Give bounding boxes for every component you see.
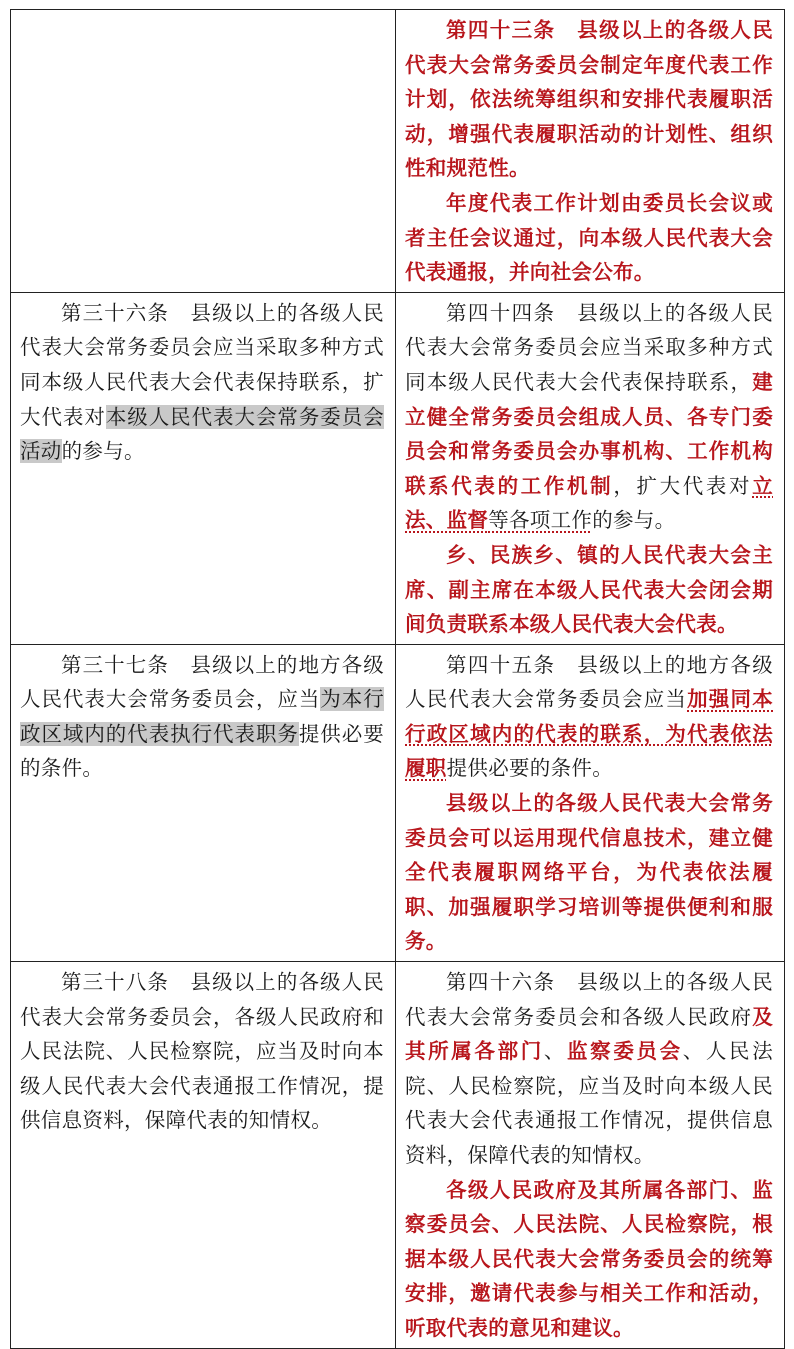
text-segment: 第四十四条 县级以上的各级人民代表大会常务委员会应当采取多种方式同本级人民代表大会代表保持联系，	[405, 300, 773, 394]
article-paragraph	[20, 648, 384, 786]
article-paragraph	[405, 13, 773, 186]
old-law-cell	[11, 644, 396, 961]
text-segment: 监察委员会	[567, 1039, 683, 1064]
text-segment: ，扩大代表对	[613, 473, 753, 498]
old-law-cell	[11, 962, 396, 1349]
text-segment: 为本行政区域内的代表执行代表职务	[20, 687, 384, 746]
new-law-cell	[396, 644, 785, 961]
article-paragraph	[405, 1173, 773, 1346]
old-law-cell	[11, 292, 396, 644]
text-segment: 及其所属各部门	[405, 1004, 773, 1064]
text-segment: 第四十五条 县级以上的地方各级人民代表大会常务委员会应当	[405, 652, 773, 712]
table-row	[11, 292, 785, 644]
article-paragraph	[405, 965, 773, 1173]
text-segment: 第三十六条 县级以上的各级人民代表大会常务委员会应当采取多种方式同本级人民代表大会代表保持联系，扩大代表对	[20, 300, 384, 429]
text-segment: 建立健全常务委员会组成人员、各专门委员会和常务委员会办事机构、工作机构联系代表的工作机制	[405, 369, 773, 498]
text-segment: 等各项工作	[488, 508, 593, 533]
article-paragraph	[20, 296, 384, 469]
text-segment: 县级以上的各级人民代表大会常务委员会可以运用现代信息技术，建立健全代表履职网络平台，为代表依法履职、加强履职学习培训等提供便利和服务。	[405, 791, 773, 954]
text-segment: 本级人民代表大会常务委员会活动	[20, 404, 385, 464]
text-segment: 第三十七条 县级以上的地方各级人民代表大会常务委员会，应当	[20, 652, 384, 712]
text-segment: 的参与。	[592, 508, 676, 533]
text-segment: 提供必要的条件。	[20, 721, 384, 781]
table-row	[11, 644, 785, 961]
text-segment: 第四十三条 县级以上的各级人民代表大会常务委员会制定年度代表工作计划，依法统筹组织和安排代表履职活动，增强代表履职活动的计划性、组织性和规范性。	[405, 18, 773, 181]
text-segment: 第四十六条 县级以上的各级人民代表大会常务委员会和各级人民政府	[405, 970, 773, 1029]
new-law-cell	[396, 292, 785, 644]
article-paragraph	[405, 648, 773, 786]
text-segment: 乡、民族乡、镇的人民代表大会主席、副主席在本级人民代表大会闭会期间负责联系本级人民代表大会代表。	[405, 542, 773, 637]
article-paragraph	[405, 538, 773, 642]
new-law-cell	[396, 962, 785, 1349]
text-segment: 、	[543, 1039, 568, 1064]
article-paragraph	[405, 786, 773, 959]
text-segment: 年度代表工作计划由委员长会议或者主任会议通过，向本级人民代表大会代表通报，并向社会公布。	[405, 190, 773, 285]
text-segment: 的参与。	[61, 439, 145, 464]
text-segment: 、人民法院、人民检察院，应当及时向本级人民代表大会代表通报工作情况，提供信息资料，保障代表的知情权。	[405, 1039, 773, 1167]
text-segment: 第三十八条 县级以上的各级人民代表大会常务委员会，各级人民政府和人民法院、人民检察院，应当及时向本级人民代表大会代表通报工作情况，提供信息资料，保障代表的知情权。	[20, 970, 384, 1133]
text-segment: 提供必要的条件。	[446, 756, 614, 781]
old-law-cell	[11, 10, 396, 293]
comparison-table	[10, 9, 785, 1349]
table-row	[11, 962, 785, 1349]
article-paragraph	[405, 186, 773, 290]
text-segment: 立法、监督	[405, 473, 773, 533]
article-paragraph	[20, 965, 384, 1138]
new-law-cell	[396, 10, 785, 293]
text-segment: 加强同本行政区域内的代表的联系，为代表依法履职	[405, 687, 773, 781]
article-paragraph	[405, 296, 773, 538]
table-row	[11, 10, 785, 293]
text-segment: 各级人民政府及其所属各部门、监察委员会、人民法院、人民检察院，根据本级人民代表大会常务委员会的统筹安排，邀请代表参与相关工作和活动，听取代表的意见和建议。	[405, 1177, 773, 1340]
